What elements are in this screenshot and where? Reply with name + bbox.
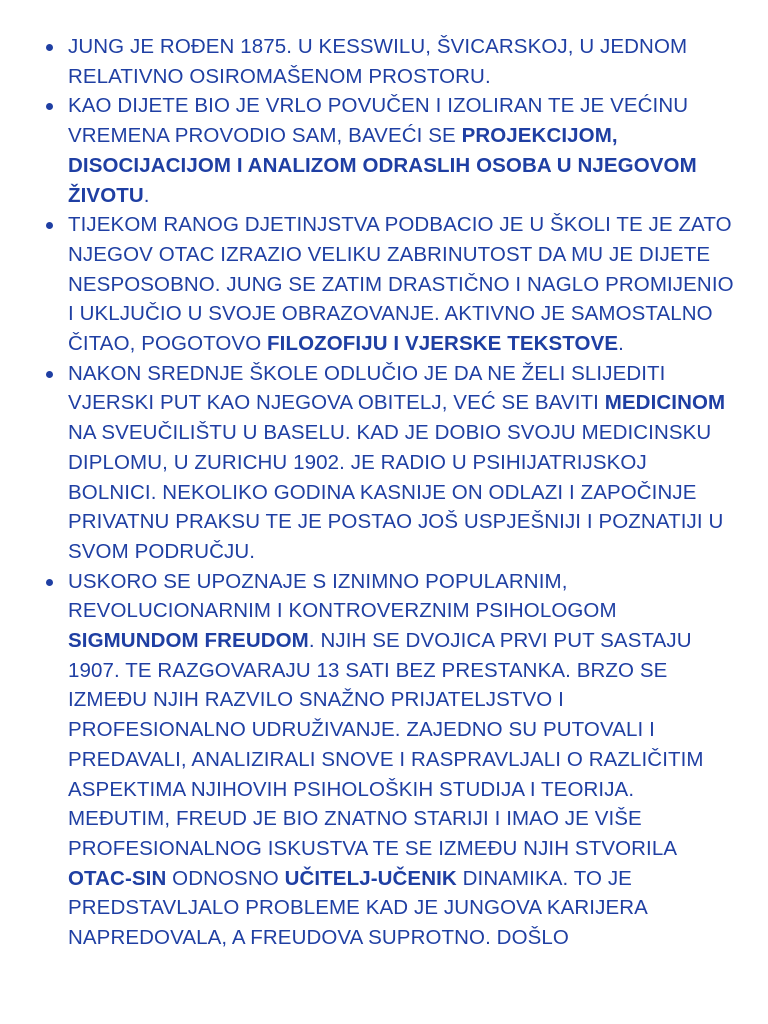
bullet-text: . bbox=[618, 332, 624, 356]
bullet-list bbox=[0, 32, 768, 953]
bullet-text: NAKON SREDNJE ŠKOLE ODLUČIO JE DA NE ŽELI SLIJEDITI VJERSKI PUT KAO NJEGOVA OBITELJ, VEĆ SE BAVITI bbox=[68, 361, 666, 415]
bullet-emphasis-text: MEDICINOM bbox=[604, 391, 726, 415]
bullet-dot-icon bbox=[46, 371, 53, 378]
bullet-text: KAO DIJETE BIO JE VRLO POVUČEN I IZOLIRAN TE JE VEĆINU VREMENA PROVODIO SAM, BAVEĆI SE bbox=[68, 94, 689, 148]
bullet-text: JUNG JE ROĐEN 1875. U KESSWILU, ŠVICARSKOJ, U JEDNOM RELATIVNO OSIROMAŠENOM PROSTORU. bbox=[68, 35, 688, 88]
bullet-item bbox=[0, 210, 768, 359]
bullet-emphasis-text: UČITELJ-UČENIK bbox=[284, 866, 457, 890]
bullet-text: NA SVEUČILIŠTU U BASELU. KAD JE DOBIO SVOJU MEDICINSKU DIPLOMU, U ZURICHU 1902. JE RADIO U PSIHIJATRIJSKOJ BOLNICI. NEKOLIKO GODINA KASNIJE ON ODLAZI I ZAPOČINJE PRIVATNU PRAKSU TE JE POSTAO JOŠ USPJEŠNIJI I POZNATIJI U SVOM PODRUČJU. bbox=[68, 421, 724, 563]
bullet-text: . NJIH SE DVOJICA PRVI PUT SASTAJU 1907. TE RAZGOVARAJU 13 SATI BEZ PRESTANKA. BRZO SE IZMEĐU NJIH RAZVILO SNAŽNO PRIJATELJSTVO I PROFESIONALNO UDRUŽIVANJE. ZAJEDNO SU PUTOVALI I PREDAVALI, ANALIZIRALI SNOVE I RASPRAVLJALI O RAZLIČITIM ASPEKTIMA NJIHOVIH PSIHOLOŠKIH STUDIJA I TEORIJA. MEĐUTIM, FREUD JE BIO ZNATNO STARIJI I IMAO JE VIŠE PROFESIONALNOG ISKUSTVA TE SE IZMEĐU NJIH STVORILA bbox=[68, 629, 704, 860]
bullet-text: TIJEKOM RANOG DJETINJSTVA PODBACIO JE U ŠKOLI TE JE ZATO NJEGOV OTAC IZRAZIO VELIKU ZABRINUTOST DA MU JE DIJETE NESPOSOBNO. JUNG SE ZATIM DRASTIČNO I NAGLO PROMIJENIO I UKLJUČIO U SVOJE OBRAZOVANJE. AKTIVNO JE SAMOSTALNO ČITAO, POGOTOVO bbox=[68, 213, 734, 356]
bullet-text: DINAMIKA. TO JE PREDSTAVLJALO PROBLEME KAD JE JUNGOVA KARIJERA NAPREDOVALA, A FREUDOVA SUPROTNO. DOŠLO bbox=[68, 866, 647, 950]
bullet-emphasis-text: PROJEKCIJOM, DISOCIJACIJOM I ANALIZOM ODRASLIH OSOBA U NJEGOVOM ŽIVOTU bbox=[68, 124, 697, 207]
bullet-text: . bbox=[143, 183, 150, 207]
bullet-dot-icon bbox=[46, 579, 53, 586]
bullet-dot-icon bbox=[46, 222, 53, 229]
bullet-emphasis-text: SIGMUNDOM FREUDOM bbox=[68, 629, 309, 653]
bullet-item bbox=[0, 359, 768, 567]
bullet-text: ODNOSNO bbox=[166, 866, 285, 890]
bullet-text: USKORO SE UPOZNAJE S IZNIMNO POPULARNIM, REVOLUCIONARNIM I KONTROVERZNIM PSIHOLOGOM bbox=[68, 569, 617, 623]
bullet-dot-icon bbox=[46, 44, 53, 51]
bullet-item bbox=[0, 32, 768, 91]
bullet-dot-icon bbox=[46, 103, 53, 110]
bullet-item bbox=[0, 567, 768, 953]
bullet-item bbox=[0, 91, 768, 210]
bullet-emphasis-text: FILOZOFIJU I VJERSKE TEKSTOVE bbox=[267, 332, 619, 356]
bullet-emphasis-text: OTAC-SIN bbox=[68, 866, 167, 890]
